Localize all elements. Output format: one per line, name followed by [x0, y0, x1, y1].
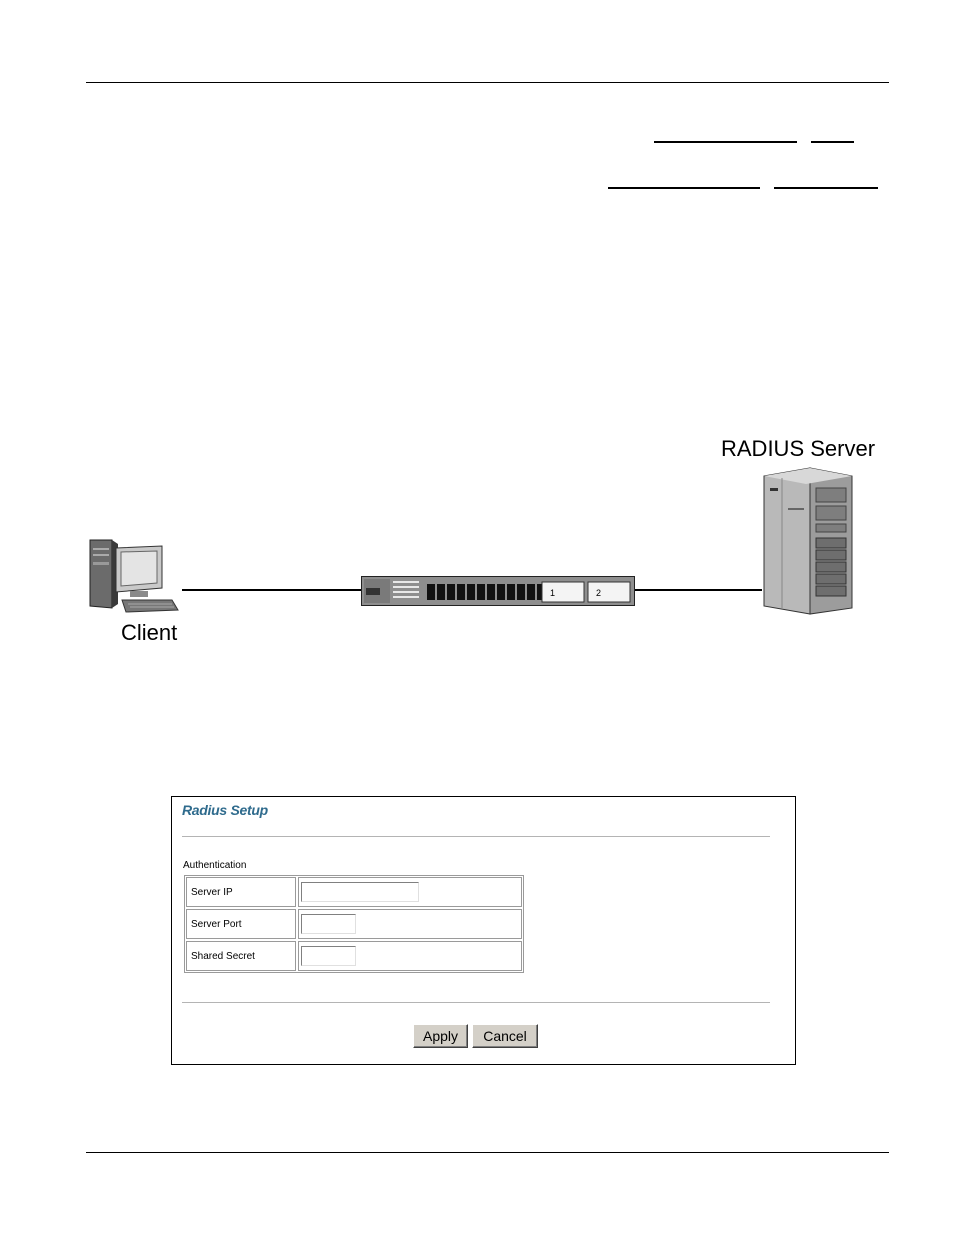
- radius-server-label: RADIUS Server: [721, 436, 876, 461]
- switch-device-icon: [361, 576, 635, 606]
- heading-underline: [774, 187, 878, 189]
- server-port-label: Server Port: [186, 909, 296, 939]
- server-port-input[interactable]: [301, 914, 356, 934]
- table-row: [186, 941, 522, 971]
- footer-divider: [182, 1002, 770, 1004]
- page-title: Radius Setup: [182, 802, 268, 818]
- apply-button[interactable]: Apply: [413, 1024, 468, 1048]
- server-cable: [634, 589, 762, 591]
- footer-rule: [86, 1152, 889, 1153]
- section-label-authentication: Authentication: [183, 860, 247, 871]
- shared-secret-cell: [298, 941, 522, 971]
- authentication-table: [184, 875, 524, 973]
- client-computer-icon: [84, 538, 179, 614]
- heading-underline: [811, 141, 854, 143]
- header-rule: [86, 82, 889, 83]
- heading-underline: [608, 187, 760, 189]
- client-label: Client: [121, 620, 178, 645]
- radius-server-icon: [760, 466, 856, 616]
- server-port-cell: [298, 909, 522, 939]
- radius-setup-panel: [171, 796, 796, 1065]
- server-ip-label: Server IP: [186, 877, 296, 907]
- heading-underline: [654, 141, 797, 143]
- client-cable: [182, 589, 362, 591]
- shared-secret-label: Shared Secret: [186, 941, 296, 971]
- server-ip-input[interactable]: [301, 882, 419, 902]
- switch-port-1-label: 1: [550, 588, 556, 598]
- cancel-button[interactable]: Cancel: [472, 1024, 538, 1048]
- shared-secret-input[interactable]: [301, 946, 356, 966]
- table-row: [186, 877, 522, 907]
- switch-port-2-label: 2: [596, 588, 602, 598]
- title-divider: [182, 836, 770, 838]
- table-row: [186, 909, 522, 939]
- server-ip-cell: [298, 877, 522, 907]
